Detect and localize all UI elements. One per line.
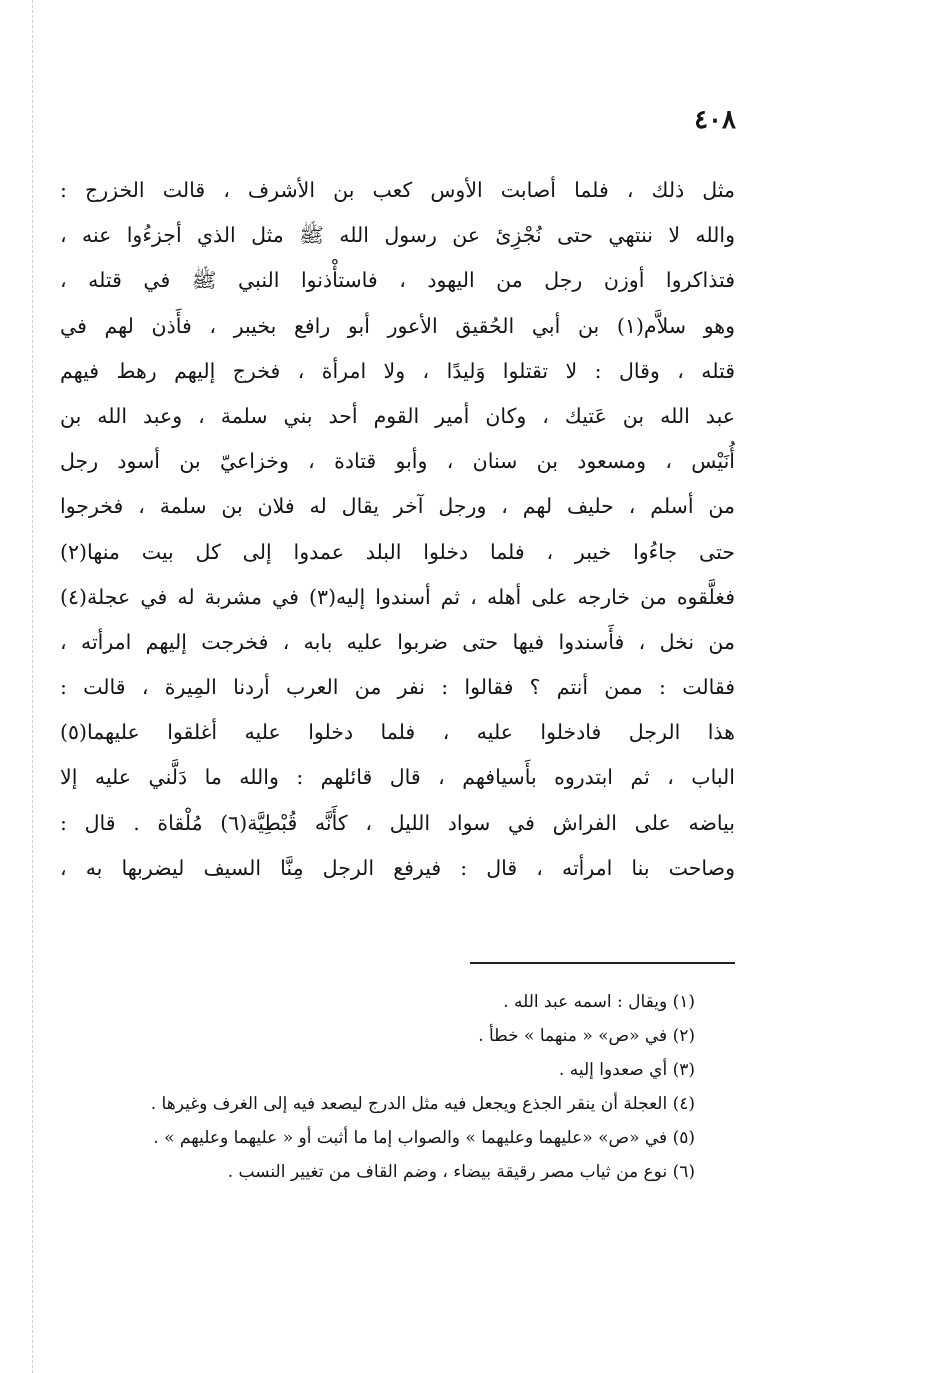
footnote: (٥) في «ص» «عليهما وعليهما » والصواب إما ما أثبت أو « عليهما وعليهم » .: [153, 1128, 695, 1148]
body-line: عبد الله بن عَتيك ، وكان أمير القوم أحد بني سلمة ، وعبد الله بن: [60, 403, 735, 428]
body-line: أُنَيْس ، ومسعود بن سنان ، وأبو قتادة ، وخزاعيّ بن أسود رجل: [60, 449, 735, 474]
page-number: ٤٠٨: [694, 105, 736, 135]
footnote: (٦) نوع من ثياب مصر رقيقة بيضاء ، وضم القاف من تغيير النسب .: [227, 1162, 695, 1182]
page-gutter-line: [32, 0, 33, 1373]
body-line: من نخل ، فأَسندوا فيها حتى ضربوا عليه بابه ، فخرجت إليهم امرأته ،: [60, 629, 735, 654]
body-line: بياضه على الفراش في سواد الليل ، كأَنَّه قُبْطِيَّة(٦) مُلْقاة . قال :: [60, 810, 735, 835]
body-line: وصاحت بنا امرأته ، قال : فيرفع الرجل مِنَّا السيف ليضربها به ،: [60, 855, 735, 880]
body-line: فغلَّقوه من خارجه على أهله ، ثم أسندوا إليه(٣) في مشربة له في عجلة(٤): [60, 584, 735, 609]
body-line: فتذاكروا أوزن رجل من اليهود ، فاستأْذنوا النبي ﷺ في قتله ،: [60, 268, 735, 293]
body-text: [60, 168, 735, 891]
body-line: والله لا ننتهي حتى نُجْزِئ عن رسول الله ﷺ مثل الذي أجزءُوا عنه ،: [60, 223, 735, 248]
body-line: هذا الرجل فادخلوا عليه ، فلما دخلوا عليه أغلقوا عليهما(٥): [60, 720, 735, 745]
body-line: حتى جاءُوا خيبر ، فلما دخلوا البلد عمدوا إلى كل بيت منها(٢): [60, 539, 735, 564]
footnotes: [100, 985, 695, 1189]
footnote: (٤) العجلة أن ينقر الجذع ويجعل فيه مثل الدرج ليصعد فيه إلى الغرف وغيرها .: [150, 1094, 695, 1114]
body-line: فقالت : ممن أنتم ؟ فقالوا : نفر من العرب أردنا المِيرة ، قالت :: [60, 675, 735, 700]
body-line: وهو سلاَّم(١) بن أبي الحُقيق الأعور أبو رافع بخيبر ، فأَذن لهم في: [60, 313, 735, 338]
body-line: قتله ، وقال : لا تقتلوا وَليدًا ، ولا امرأة ، فخرج إليهم رهط فيهم: [60, 358, 735, 383]
footnote: (٣) أي صعدوا إليه .: [558, 1060, 695, 1080]
footnote-separator: [470, 962, 735, 964]
body-line: من أسلم ، حليف لهم ، ورجل آخر يقال له فلان بن سلمة ، فخرجوا: [60, 494, 735, 519]
footnote: (١) ويقال : اسمه عبد الله .: [503, 992, 695, 1012]
body-line: الباب ، ثم ابتدروه بأَسيافهم ، قال قائلهم : والله ما دَلَّني عليه إلا: [60, 765, 735, 790]
body-line: مثل ذلك ، فلما أصابت الأوس كعب بن الأشرف ، قالت الخزرج :: [60, 178, 735, 202]
footnote: (٢) في «ص» « منهما » خطأ .: [478, 1026, 695, 1046]
